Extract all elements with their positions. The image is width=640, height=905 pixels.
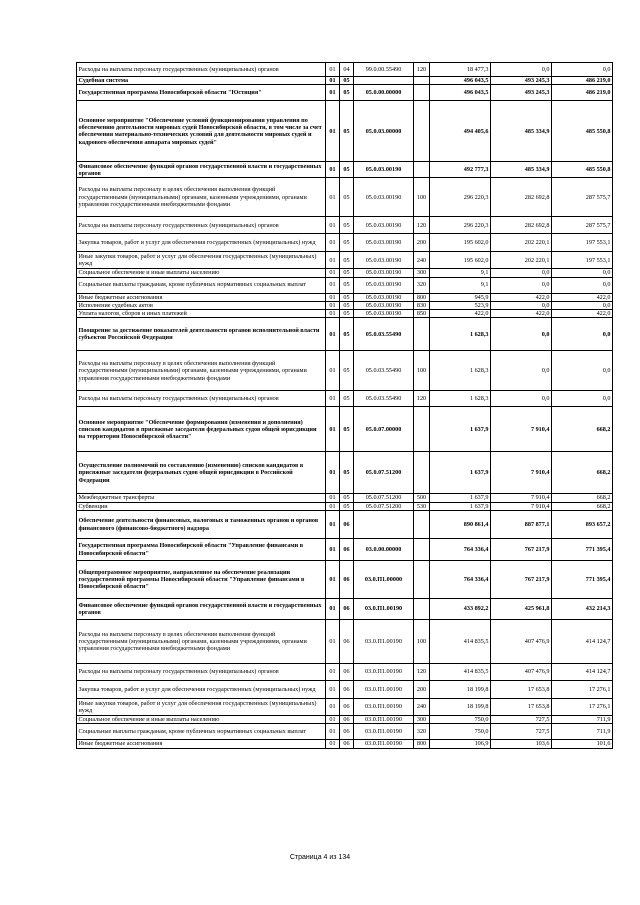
row-section: 01 bbox=[326, 599, 340, 620]
row-expense-type bbox=[414, 539, 430, 561]
row-target-code: 03.0.П1.00190 bbox=[354, 716, 414, 724]
row-section: 01 bbox=[326, 391, 340, 407]
row-name: Социальное обеспечение и иные выплаты населению bbox=[77, 269, 326, 277]
row-amount-year3: 485 550,8 bbox=[552, 101, 613, 162]
table-row bbox=[77, 452, 613, 494]
row-section: 01 bbox=[326, 217, 340, 234]
row-amount-year1: 414 835,5 bbox=[430, 664, 491, 681]
row-section: 01 bbox=[326, 318, 340, 351]
row-subsection: 05 bbox=[340, 391, 354, 407]
table-row bbox=[77, 724, 613, 740]
row-section: 01 bbox=[326, 724, 340, 740]
row-name: Субвенции bbox=[77, 502, 326, 510]
row-amount-year2: 0,0 bbox=[491, 269, 552, 277]
row-amount-year2: 493 245,3 bbox=[491, 77, 552, 85]
row-amount-year3: 486 219,0 bbox=[552, 77, 613, 85]
row-name: Социальное обеспечение и иные выплаты населению bbox=[77, 716, 326, 724]
row-amount-year3: 101,6 bbox=[552, 740, 613, 748]
row-subsection: 05 bbox=[340, 301, 354, 309]
row-name: Финансовое обеспечение функций органов государственной власти и государственных органов bbox=[77, 599, 326, 620]
table-row bbox=[77, 234, 613, 252]
row-section: 01 bbox=[326, 310, 340, 318]
row-section: 01 bbox=[326, 716, 340, 724]
row-target-code: 05.0.03.00190 bbox=[354, 162, 414, 178]
row-section: 01 bbox=[326, 452, 340, 494]
row-amount-year1: 1 628,3 bbox=[430, 351, 491, 391]
row-target-code: 03.0.П1.00190 bbox=[354, 724, 414, 740]
row-subsection: 05 bbox=[340, 178, 354, 217]
row-expense-type bbox=[414, 162, 430, 178]
row-expense-type: 800 bbox=[414, 293, 430, 301]
row-name: Расходы на выплаты персоналу государственных (муниципальных) органов bbox=[77, 63, 326, 77]
row-name: Основное мероприятие "Обеспечение условий функционирования управления по обеспечению деятельности мировых судей Новосибирской области, в том числе за счет обеспечения материально-технических условий для деятельности мировых судей и кадрового обеспечения аппарата мировых судей" bbox=[77, 101, 326, 162]
row-name: Основное мероприятие "Обеспечение формирования (изменения и дополнения) списков кандидатов в присяжные заседатели федеральных судов общей юрисдикции на территории Новосибирской области" bbox=[77, 407, 326, 452]
row-section: 01 bbox=[326, 664, 340, 681]
row-subsection: 05 bbox=[340, 162, 354, 178]
table-row bbox=[77, 269, 613, 277]
table-row bbox=[77, 351, 613, 391]
table-row bbox=[77, 664, 613, 681]
row-name: Судебная система bbox=[77, 77, 326, 85]
row-subsection: 05 bbox=[340, 502, 354, 510]
row-amount-year3: 0,0 bbox=[552, 318, 613, 351]
row-section: 01 bbox=[326, 101, 340, 162]
row-name: Государственная программа Новосибирской области "Управление финансами в Новосибирской области" bbox=[77, 539, 326, 561]
row-amount-year3: 0,0 bbox=[552, 391, 613, 407]
row-name: Социальные выплаты гражданам, кроме публичных нормативных социальных выплат bbox=[77, 277, 326, 293]
row-subsection: 05 bbox=[340, 252, 354, 269]
row-amount-year2: 767 217,9 bbox=[491, 561, 552, 599]
row-section: 01 bbox=[326, 234, 340, 252]
row-expense-type bbox=[414, 511, 430, 539]
row-name: Закупка товаров, работ и услуг для обеспечения государственных (муниципальных) нужд bbox=[77, 234, 326, 252]
row-expense-type: 300 bbox=[414, 269, 430, 277]
row-amount-year3: 771 395,4 bbox=[552, 561, 613, 599]
row-amount-year3: 893 657,2 bbox=[552, 511, 613, 539]
row-amount-year1: 764 336,4 bbox=[430, 561, 491, 599]
row-target-code: 99.0.00.55490 bbox=[354, 63, 414, 77]
row-expense-type: 120 bbox=[414, 217, 430, 234]
row-section: 01 bbox=[326, 699, 340, 716]
row-name: Иные бюджетные ассигнования bbox=[77, 740, 326, 748]
row-amount-year2: 485 334,9 bbox=[491, 162, 552, 178]
row-amount-year2: 0,0 bbox=[491, 277, 552, 293]
table-row bbox=[77, 539, 613, 561]
row-section: 01 bbox=[326, 269, 340, 277]
table-row bbox=[77, 77, 613, 85]
row-subsection: 05 bbox=[340, 318, 354, 351]
row-subsection: 06 bbox=[340, 724, 354, 740]
row-subsection: 05 bbox=[340, 217, 354, 234]
row-name: Поощрение за достижение показателей деятельности органов исполнительной власти субъектов Российской Федерации bbox=[77, 318, 326, 351]
row-amount-year2: 887 877,1 bbox=[491, 511, 552, 539]
row-name: Общепрограммное мероприятие, направленное на обеспечение реализации государственной программы Новосибирской области "Управление финансами в Новосибирской области" bbox=[77, 561, 326, 599]
table-row bbox=[77, 620, 613, 664]
table-row bbox=[77, 699, 613, 716]
row-amount-year3: 0,0 bbox=[552, 351, 613, 391]
row-subsection: 06 bbox=[340, 561, 354, 599]
row-amount-year2: 407 476,9 bbox=[491, 664, 552, 681]
row-amount-year3: 197 553,1 bbox=[552, 234, 613, 252]
table-row bbox=[77, 162, 613, 178]
table-row bbox=[77, 716, 613, 724]
row-amount-year2: 422,0 bbox=[491, 293, 552, 301]
row-amount-year2: 0,0 bbox=[491, 63, 552, 77]
page-footer: Страница 4 из 134 bbox=[289, 854, 351, 861]
row-target-code: 05.0.03.55490 bbox=[354, 318, 414, 351]
row-section: 01 bbox=[326, 301, 340, 309]
row-expense-type: 120 bbox=[414, 391, 430, 407]
row-name: Расходы на выплаты персоналу государственных (муниципальных) органов bbox=[77, 664, 326, 681]
row-target-code: 03.0.П1.00190 bbox=[354, 599, 414, 620]
row-target-code: 05.0.03.00190 bbox=[354, 217, 414, 234]
row-name: Иные бюджетные ассигнования bbox=[77, 293, 326, 301]
row-amount-year3: 17 276,1 bbox=[552, 699, 613, 716]
row-amount-year3: 668,2 bbox=[552, 452, 613, 494]
row-expense-type bbox=[414, 101, 430, 162]
row-expense-type: 300 bbox=[414, 716, 430, 724]
row-amount-year3: 0,0 bbox=[552, 269, 613, 277]
row-amount-year1: 9,1 bbox=[430, 269, 491, 277]
row-target-code: 05.0.03.55490 bbox=[354, 391, 414, 407]
row-amount-year1: 1 637,9 bbox=[430, 494, 491, 502]
row-expense-type: 320 bbox=[414, 724, 430, 740]
row-subsection: 06 bbox=[340, 511, 354, 539]
row-expense-type: 120 bbox=[414, 63, 430, 77]
row-amount-year2: 17 653,8 bbox=[491, 681, 552, 699]
row-target-code: 05.0.07.51200 bbox=[354, 494, 414, 502]
row-expense-type: 800 bbox=[414, 740, 430, 748]
row-expense-type: 100 bbox=[414, 351, 430, 391]
table-row bbox=[77, 63, 613, 77]
row-amount-year3: 0,0 bbox=[552, 277, 613, 293]
row-section: 01 bbox=[326, 277, 340, 293]
row-amount-year2: 493 245,3 bbox=[491, 85, 552, 101]
row-amount-year2: 7 910,4 bbox=[491, 452, 552, 494]
row-name: Иные закупки товаров, работ и услуг для обеспечения государственных (муниципальных) нужд bbox=[77, 252, 326, 269]
row-name: Расходы на выплаты персоналу в целях обеспечения выполнения функций государственными (муниципальными) органами, казенными учреждениями, органами управления государственными внебюджетными фондами bbox=[77, 351, 326, 391]
row-amount-year2: 0,0 bbox=[491, 301, 552, 309]
row-amount-year1: 18 199,8 bbox=[430, 699, 491, 716]
row-expense-type bbox=[414, 407, 430, 452]
row-expense-type: 100 bbox=[414, 620, 430, 664]
row-subsection: 05 bbox=[340, 452, 354, 494]
row-section: 01 bbox=[326, 502, 340, 510]
row-amount-year2: 727,5 bbox=[491, 724, 552, 740]
row-amount-year1: 764 336,4 bbox=[430, 539, 491, 561]
row-target-code: 05.0.03.55490 bbox=[354, 351, 414, 391]
row-name: Иные закупки товаров, работ и услуг для обеспечения государственных (муниципальных) нужд bbox=[77, 699, 326, 716]
row-name: Расходы на выплаты персоналу в целях обеспечения выполнения функций государственными (муниципальными) органами, казенными учреждениями, органами управления государственными внебюджетными фондами bbox=[77, 620, 326, 664]
row-subsection: 06 bbox=[340, 539, 354, 561]
row-amount-year1: 750,0 bbox=[430, 716, 491, 724]
table-row bbox=[77, 101, 613, 162]
row-name: Осуществление полномочий по составлению (изменению) списков кандидатов в присяжные заседатели федеральных судов общей юрисдикции в Российской Федерации bbox=[77, 452, 326, 494]
row-subsection: 05 bbox=[340, 234, 354, 252]
row-amount-year2: 425 961,8 bbox=[491, 599, 552, 620]
table-row bbox=[77, 277, 613, 293]
row-subsection: 05 bbox=[340, 351, 354, 391]
budget-rows bbox=[77, 63, 613, 749]
row-target-code: 05.0.07.51200 bbox=[354, 502, 414, 510]
row-amount-year1: 1 637,9 bbox=[430, 502, 491, 510]
row-amount-year3: 668,2 bbox=[552, 502, 613, 510]
row-subsection: 05 bbox=[340, 310, 354, 318]
budget-sheet bbox=[76, 62, 612, 749]
table-row bbox=[77, 391, 613, 407]
row-subsection: 05 bbox=[340, 494, 354, 502]
row-section: 01 bbox=[326, 77, 340, 85]
row-expense-type: 530 bbox=[414, 502, 430, 510]
row-amount-year3: 0,0 bbox=[552, 63, 613, 77]
row-amount-year1: 1 637,9 bbox=[430, 452, 491, 494]
row-expense-type: 120 bbox=[414, 664, 430, 681]
row-amount-year3: 711,9 bbox=[552, 724, 613, 740]
row-amount-year3: 414 124,7 bbox=[552, 620, 613, 664]
row-section: 01 bbox=[326, 63, 340, 77]
table-row bbox=[77, 301, 613, 309]
row-amount-year3: 17 276,1 bbox=[552, 681, 613, 699]
row-amount-year2: 7 910,4 bbox=[491, 407, 552, 452]
row-amount-year1: 1 637,9 bbox=[430, 407, 491, 452]
table-row bbox=[77, 681, 613, 699]
row-amount-year2: 282 692,8 bbox=[491, 178, 552, 217]
row-amount-year3: 485 550,8 bbox=[552, 162, 613, 178]
row-target-code: 03.0.П1.00190 bbox=[354, 620, 414, 664]
row-target-code bbox=[354, 77, 414, 85]
row-expense-type bbox=[414, 599, 430, 620]
row-subsection: 05 bbox=[340, 77, 354, 85]
row-amount-year3: 668,2 bbox=[552, 494, 613, 502]
row-target-code: 05.0.07.51200 bbox=[354, 452, 414, 494]
table-row bbox=[77, 293, 613, 301]
row-target-code: 03.0.П1.00190 bbox=[354, 699, 414, 716]
row-target-code: 03.0.П1.00190 bbox=[354, 740, 414, 748]
row-target-code: 05.0.03.00190 bbox=[354, 277, 414, 293]
row-target-code: 03.0.П1.00000 bbox=[354, 561, 414, 599]
row-amount-year1: 750,0 bbox=[430, 724, 491, 740]
row-section: 01 bbox=[326, 407, 340, 452]
row-expense-type: 500 bbox=[414, 494, 430, 502]
row-target-code: 05.0.03.00190 bbox=[354, 310, 414, 318]
row-section: 01 bbox=[326, 85, 340, 101]
row-amount-year1: 433 892,2 bbox=[430, 599, 491, 620]
row-target-code: 03.0.П1.00190 bbox=[354, 664, 414, 681]
row-section: 01 bbox=[326, 162, 340, 178]
row-amount-year3: 771 395,4 bbox=[552, 539, 613, 561]
table-row bbox=[77, 561, 613, 599]
row-amount-year1: 523,9 bbox=[430, 301, 491, 309]
row-subsection: 05 bbox=[340, 269, 354, 277]
row-amount-year1: 195 602,0 bbox=[430, 234, 491, 252]
row-expense-type: 200 bbox=[414, 681, 430, 699]
row-section: 01 bbox=[326, 494, 340, 502]
row-amount-year1: 422,0 bbox=[430, 310, 491, 318]
budget-table bbox=[76, 62, 613, 749]
row-amount-year2: 0,0 bbox=[491, 351, 552, 391]
row-amount-year3: 422,0 bbox=[552, 310, 613, 318]
row-name: Расходы на выплаты персоналу государственных (муниципальных) органов bbox=[77, 391, 326, 407]
row-amount-year3: 422,0 bbox=[552, 293, 613, 301]
row-amount-year2: 202 220,1 bbox=[491, 234, 552, 252]
row-expense-type bbox=[414, 85, 430, 101]
row-target-code: 05.0.03.00000 bbox=[354, 101, 414, 162]
row-amount-year2: 422,0 bbox=[491, 310, 552, 318]
table-row bbox=[77, 178, 613, 217]
row-amount-year2: 7 910,4 bbox=[491, 494, 552, 502]
row-amount-year2: 17 653,8 bbox=[491, 699, 552, 716]
row-name: Уплата налогов, сборов и иных платежей bbox=[77, 310, 326, 318]
row-amount-year3: 0,0 bbox=[552, 301, 613, 309]
row-name: Закупка товаров, работ и услуг для обеспечения государственных (муниципальных) нужд bbox=[77, 681, 326, 699]
row-section: 01 bbox=[326, 178, 340, 217]
row-name: Государственная программа Новосибирской области "Юстиция" bbox=[77, 85, 326, 101]
row-subsection: 05 bbox=[340, 85, 354, 101]
row-section: 01 bbox=[326, 740, 340, 748]
row-amount-year1: 494 405,6 bbox=[430, 101, 491, 162]
row-expense-type: 100 bbox=[414, 178, 430, 217]
row-target-code: 03.0.00.00000 bbox=[354, 539, 414, 561]
row-subsection: 06 bbox=[340, 599, 354, 620]
row-section: 01 bbox=[326, 539, 340, 561]
row-amount-year2: 202 220,1 bbox=[491, 252, 552, 269]
row-amount-year2: 7 910,4 bbox=[491, 502, 552, 510]
row-amount-year3: 287 575,7 bbox=[552, 178, 613, 217]
row-amount-year1: 1 628,3 bbox=[430, 318, 491, 351]
row-amount-year1: 890 861,4 bbox=[430, 511, 491, 539]
row-section: 01 bbox=[326, 252, 340, 269]
table-row bbox=[77, 252, 613, 269]
row-subsection: 05 bbox=[340, 407, 354, 452]
table-row bbox=[77, 310, 613, 318]
row-amount-year1: 414 835,5 bbox=[430, 620, 491, 664]
row-section: 01 bbox=[326, 511, 340, 539]
row-subsection: 06 bbox=[340, 664, 354, 681]
row-amount-year2: 407 476,9 bbox=[491, 620, 552, 664]
row-subsection: 05 bbox=[340, 293, 354, 301]
row-amount-year2: 103,6 bbox=[491, 740, 552, 748]
row-target-code: 05.0.07.00000 bbox=[354, 407, 414, 452]
table-row bbox=[77, 318, 613, 351]
row-amount-year3: 414 124,7 bbox=[552, 664, 613, 681]
row-subsection: 06 bbox=[340, 620, 354, 664]
row-amount-year3: 197 553,1 bbox=[552, 252, 613, 269]
row-amount-year2: 767 217,9 bbox=[491, 539, 552, 561]
table-row bbox=[77, 511, 613, 539]
row-target-code: 05.0.03.00190 bbox=[354, 301, 414, 309]
row-subsection: 05 bbox=[340, 277, 354, 293]
row-name: Межбюджетные трансферты bbox=[77, 494, 326, 502]
row-amount-year3: 711,9 bbox=[552, 716, 613, 724]
row-amount-year3: 668,2 bbox=[552, 407, 613, 452]
row-target-code bbox=[354, 511, 414, 539]
row-amount-year2: 727,5 bbox=[491, 716, 552, 724]
row-target-code: 05.0.03.00190 bbox=[354, 269, 414, 277]
row-subsection: 06 bbox=[340, 716, 354, 724]
row-amount-year1: 492 777,3 bbox=[430, 162, 491, 178]
row-expense-type: 830 bbox=[414, 301, 430, 309]
row-name: Обеспечение деятельности финансовых, налоговых и таможенных органов и органов финансового (финансово-бюджетного) надзора bbox=[77, 511, 326, 539]
row-target-code: 05.0.03.00190 bbox=[354, 234, 414, 252]
row-amount-year1: 18 477,3 bbox=[430, 63, 491, 77]
row-target-code: 03.0.П1.00190 bbox=[354, 681, 414, 699]
row-expense-type: 320 bbox=[414, 277, 430, 293]
row-expense-type bbox=[414, 318, 430, 351]
row-amount-year1: 9,1 bbox=[430, 277, 491, 293]
row-target-code: 05.0.00.00000 bbox=[354, 85, 414, 101]
row-subsection: 06 bbox=[340, 681, 354, 699]
row-amount-year1: 296 220,3 bbox=[430, 178, 491, 217]
row-target-code: 05.0.03.00190 bbox=[354, 252, 414, 269]
row-amount-year1: 18 199,8 bbox=[430, 681, 491, 699]
row-expense-type: 850 bbox=[414, 310, 430, 318]
row-expense-type bbox=[414, 452, 430, 494]
row-name: Расходы на выплаты персоналу в целях обеспечения выполнения функций государственными (муниципальными) органами, казенными учреждениями, органами управления государственными внебюджетными фондами bbox=[77, 178, 326, 217]
row-expense-type: 200 bbox=[414, 234, 430, 252]
row-subsection: 06 bbox=[340, 740, 354, 748]
row-amount-year1: 195 602,0 bbox=[430, 252, 491, 269]
row-amount-year1: 945,9 bbox=[430, 293, 491, 301]
row-amount-year3: 432 214,3 bbox=[552, 599, 613, 620]
row-name: Исполнение судебных актов bbox=[77, 301, 326, 309]
row-name: Финансовое обеспечение функций органов государственной власти и государственных органов bbox=[77, 162, 326, 178]
row-section: 01 bbox=[326, 561, 340, 599]
row-expense-type bbox=[414, 77, 430, 85]
table-row bbox=[77, 407, 613, 452]
row-expense-type: 240 bbox=[414, 699, 430, 716]
row-section: 01 bbox=[326, 351, 340, 391]
table-row bbox=[77, 599, 613, 620]
row-expense-type bbox=[414, 561, 430, 599]
row-amount-year1: 1 628,3 bbox=[430, 391, 491, 407]
row-subsection: 05 bbox=[340, 101, 354, 162]
row-amount-year2: 0,0 bbox=[491, 318, 552, 351]
row-target-code: 05.0.03.00190 bbox=[354, 293, 414, 301]
table-row bbox=[77, 502, 613, 510]
row-amount-year1: 496 043,5 bbox=[430, 85, 491, 101]
row-amount-year1: 296 220,3 bbox=[430, 217, 491, 234]
row-section: 01 bbox=[326, 620, 340, 664]
row-amount-year1: 496 043,5 bbox=[430, 77, 491, 85]
row-subsection: 06 bbox=[340, 699, 354, 716]
row-section: 01 bbox=[326, 293, 340, 301]
row-amount-year2: 0,0 bbox=[491, 391, 552, 407]
row-amount-year3: 486 219,0 bbox=[552, 85, 613, 101]
table-row bbox=[77, 494, 613, 502]
row-name: Социальные выплаты гражданам, кроме публичных нормативных социальных выплат bbox=[77, 724, 326, 740]
row-target-code: 05.0.03.00190 bbox=[354, 178, 414, 217]
row-amount-year3: 287 575,7 bbox=[552, 217, 613, 234]
row-name: Расходы на выплаты персоналу государственных (муниципальных) органов bbox=[77, 217, 326, 234]
row-amount-year2: 485 334,9 bbox=[491, 101, 552, 162]
row-expense-type: 240 bbox=[414, 252, 430, 269]
row-subsection: 04 bbox=[340, 63, 354, 77]
table-row bbox=[77, 85, 613, 101]
row-amount-year1: 106,9 bbox=[430, 740, 491, 748]
table-row bbox=[77, 217, 613, 234]
table-row bbox=[77, 740, 613, 748]
row-section: 01 bbox=[326, 681, 340, 699]
row-amount-year2: 282 692,8 bbox=[491, 217, 552, 234]
